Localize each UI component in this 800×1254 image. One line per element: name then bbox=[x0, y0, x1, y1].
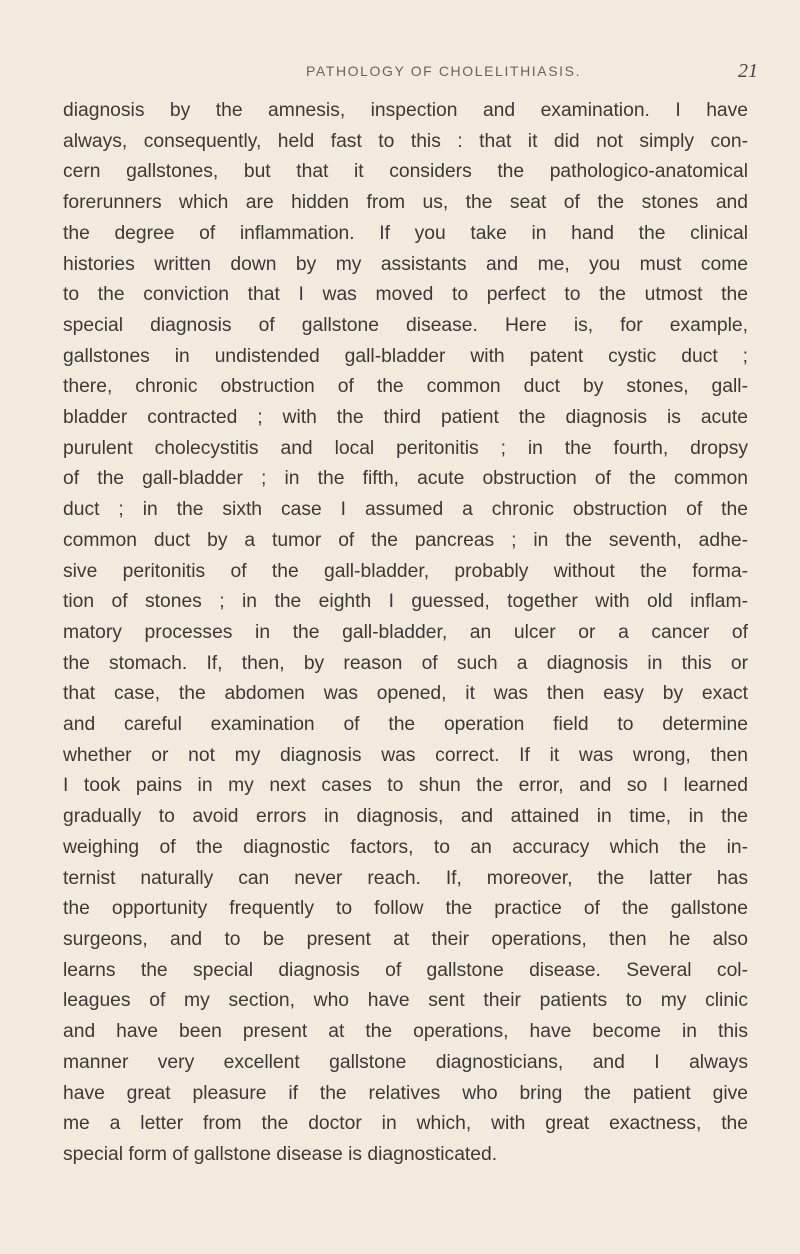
running-head bbox=[0, 60, 800, 90]
text-line: ternist naturally can never reach. If, moreover, the latter has bbox=[63, 867, 748, 889]
text-line: the degree of inflammation. If you take in hand the clinical bbox=[63, 222, 748, 244]
text-line: the opportunity frequently to follow the practice of the gallstone bbox=[63, 898, 748, 920]
text-line: leagues of my section, who have sent their patients to my clinic bbox=[63, 990, 748, 1012]
running-title: PATHOLOGY OF CHOLELITHIASIS. bbox=[306, 63, 582, 79]
text-line: special form of gallstone disease is diagnosticated. bbox=[63, 1143, 498, 1165]
text-line: of the gall-bladder ; in the fifth, acute obstruction of the common bbox=[63, 468, 748, 490]
text-line: histories written down by my assistants and me, you must come bbox=[63, 253, 748, 275]
text-line: gallstones in undistended gall-bladder with patent cystic duct ; bbox=[63, 345, 748, 367]
page-number: 21 bbox=[738, 60, 758, 82]
text-line: and careful examination of the operation field to determine bbox=[63, 714, 748, 736]
text-line: bladder contracted ; with the third patient the diagnosis is acute bbox=[63, 407, 748, 429]
text-line: sive peritonitis of the gall-bladder, probably without the forma- bbox=[63, 560, 748, 582]
text-line: whether or not my diagnosis was correct. If it was wrong, then bbox=[63, 744, 748, 766]
text-line: I took pains in my next cases to shun the error, and so I learned bbox=[63, 775, 748, 797]
text-line: have great pleasure if the relatives who bring the patient give bbox=[63, 1082, 748, 1104]
text-line: purulent cholecystitis and local peritonitis ; in the fourth, dropsy bbox=[63, 437, 748, 459]
text-line: manner very excellent gallstone diagnosticians, and I always bbox=[63, 1051, 748, 1073]
body-paragraph bbox=[63, 96, 748, 1171]
text-line: tion of stones ; in the eighth I guessed, together with old inflam- bbox=[63, 591, 748, 613]
text-line: there, chronic obstruction of the common duct by stones, gall- bbox=[63, 376, 748, 398]
text-line: forerunners which are hidden from us, the seat of the stones and bbox=[63, 192, 748, 214]
text-line: me a letter from the doctor in which, with great exactness, the bbox=[63, 1113, 748, 1135]
text-line: the stomach. If, then, by reason of such a diagnosis in this or bbox=[63, 652, 748, 674]
text-line: weighing of the diagnostic factors, to an accuracy which the in- bbox=[63, 836, 748, 858]
text-line: diagnosis by the amnesis, inspection and examination. I have bbox=[63, 100, 748, 121]
text-line: always, consequently, held fast to this : that it did not simply con- bbox=[63, 130, 748, 152]
text-line: learns the special diagnosis of gallstone disease. Several col- bbox=[63, 959, 748, 981]
text-line: special diagnosis of gallstone disease. Here is, for example, bbox=[63, 314, 748, 336]
text-line: and have been present at the operations, have become in this bbox=[63, 1021, 748, 1043]
text-line: duct ; in the sixth case I assumed a chronic obstruction of the bbox=[63, 499, 748, 521]
text-line: cern gallstones, but that it considers the pathologico-anatomical bbox=[63, 161, 748, 183]
text-line: common duct by a tumor of the pancreas ; in the seventh, adhe- bbox=[63, 529, 748, 551]
text-line: to the conviction that I was moved to perfect to the utmost the bbox=[63, 284, 748, 306]
text-line: gradually to avoid errors in diagnosis, and attained in time, in the bbox=[63, 806, 748, 828]
text-line: that case, the abdomen was opened, it was then easy by exact bbox=[63, 683, 748, 705]
text-line: matory processes in the gall-bladder, an ulcer or a cancer of bbox=[63, 621, 748, 643]
text-line: surgeons, and to be present at their operations, then he also bbox=[63, 928, 748, 950]
